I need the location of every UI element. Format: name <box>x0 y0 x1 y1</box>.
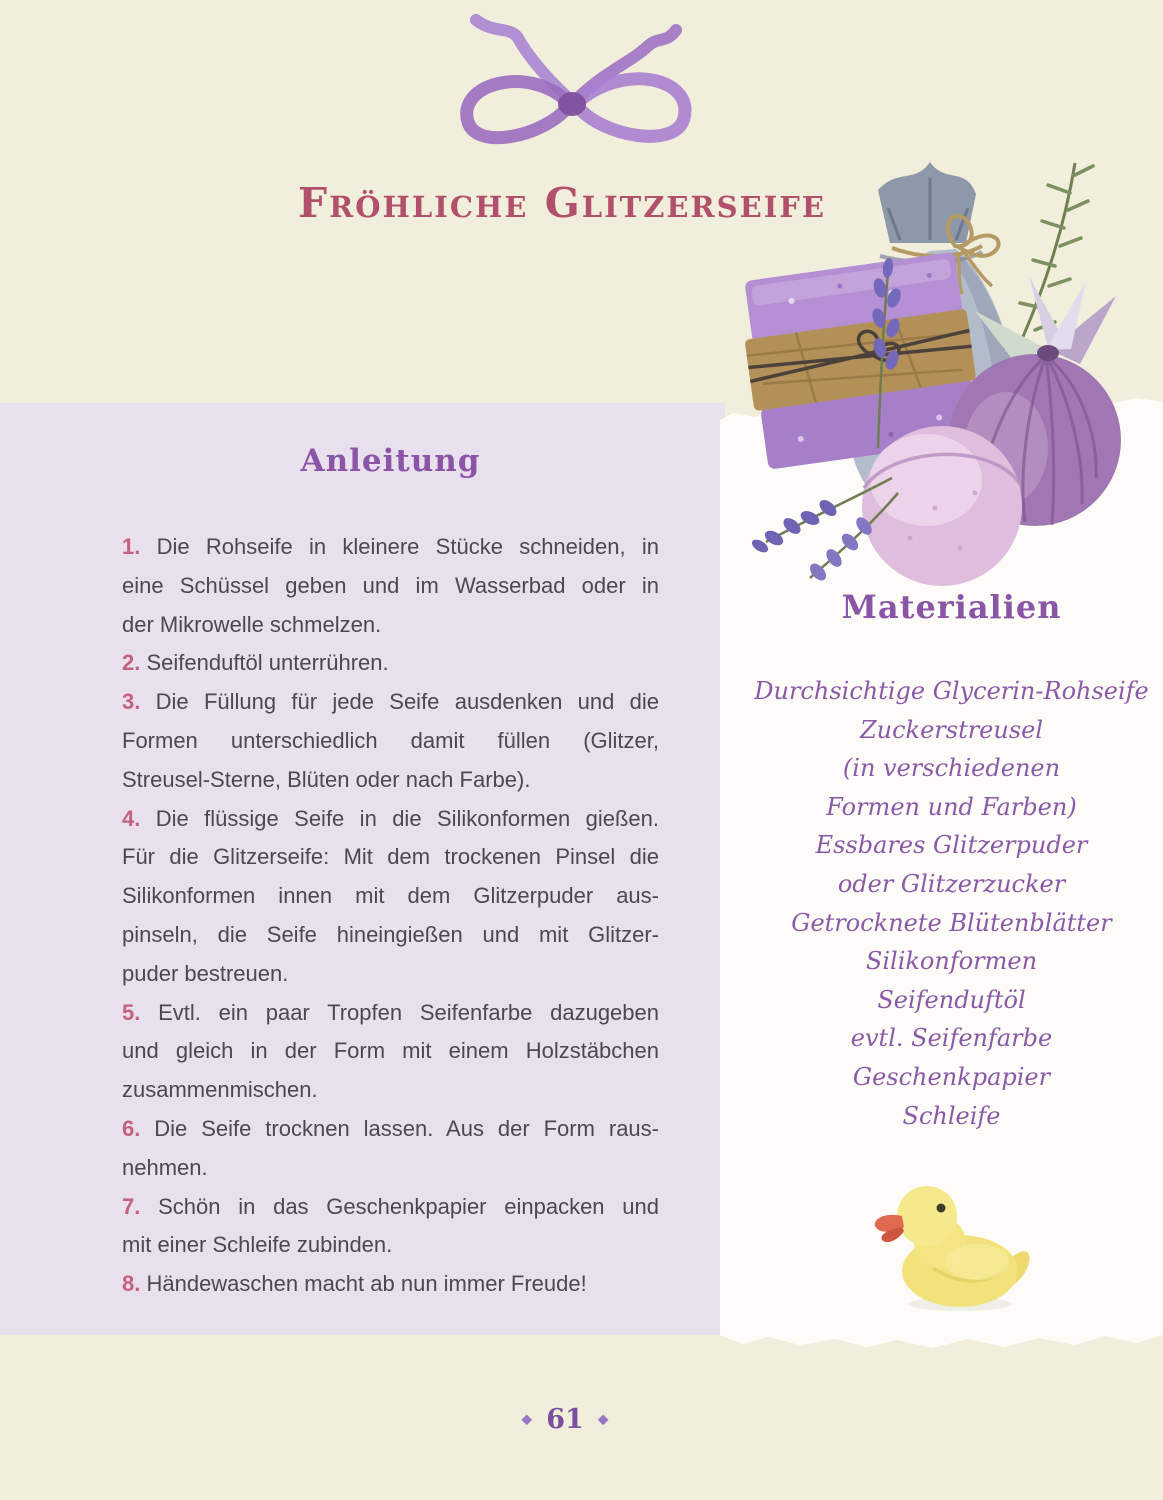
instruction-line: 8. Händewaschen macht ab nun immer Freude! <box>122 1271 587 1297</box>
material-item: Seifenduftöl <box>877 985 1026 1014</box>
material-item: Schleife <box>902 1101 1001 1130</box>
instruction-line: 4. Die flüssige Seife in die Silikonformen gießen. <box>122 805 659 831</box>
step-number: 2. <box>122 650 147 676</box>
instruction-line: 2. Seifenduftöl unterrühren. <box>122 650 389 676</box>
diamond-ornament-left: ◆ <box>521 1411 533 1428</box>
material-item: Getrocknete Blütenblätter <box>791 908 1112 937</box>
instruction-line: Silikonformen innen mit dem Glitzerpuder aus- <box>122 883 659 909</box>
soap-lavender-sachet-icon <box>730 148 1155 588</box>
step-number: 8. <box>122 1271 147 1297</box>
material-item: Durchsichtige Glycerin-Rohseife <box>754 677 1149 705</box>
rubber-duck-icon <box>865 1168 1040 1318</box>
material-item: Silikonformen <box>865 947 1038 976</box>
materials-list <box>740 672 1163 1135</box>
instruction-line: nehmen. <box>122 1154 208 1180</box>
instruction-line: 7. Schön in das Geschenkpapier einpacken und <box>122 1193 659 1219</box>
material-item: (in verschiedenen <box>842 754 1061 783</box>
diamond-ornament-right: ◆ <box>597 1411 609 1428</box>
instruction-line: Streusel-Sterne, Blüten oder nach Farbe). <box>122 766 531 792</box>
material-item: oder Glitzerzucker <box>837 869 1066 898</box>
instructions-heading: Anleitung <box>300 443 481 479</box>
rubber-duck-illustration <box>865 1168 1040 1318</box>
page-number: 61 <box>546 1404 584 1435</box>
instruction-line: 5. Evtl. ein paar Tropfen Seifenfarbe dazugeben <box>122 999 659 1025</box>
soap-set-illustration <box>730 148 1155 588</box>
step-number: 3. <box>122 689 156 715</box>
page-footer <box>0 1404 1130 1435</box>
instruction-line: zusammenmischen. <box>122 1077 318 1103</box>
instruction-line: 3. Die Füllung für jede Seife ausdenken und die <box>122 689 660 715</box>
instruction-line: 6. Die Seife trocknen lassen. Aus der Form raus- <box>122 1115 659 1141</box>
instruction-steps <box>122 528 659 1304</box>
material-item: Geschenkpapier <box>852 1062 1051 1091</box>
material-item: Zuckerstreusel <box>859 715 1044 744</box>
step-number: 1. <box>122 534 157 559</box>
instruction-line: 1. Die Rohseife in kleinere Stücke schneiden, in <box>122 534 659 559</box>
instruction-line: und gleich in der Form mit einem Holzstäbchen <box>122 1038 659 1064</box>
instruction-line: eine Schüssel geben und im Wasserbad oder in <box>122 572 659 598</box>
ribbon-bow-illustration <box>428 4 720 154</box>
instruction-line: der Mikrowelle schmelzen. <box>122 611 382 637</box>
ribbon-bow-icon <box>428 4 720 154</box>
step-number: 6. <box>122 1115 155 1141</box>
materials-heading: Materialien <box>841 588 1062 626</box>
instruction-line: Formen unterschiedlich damit füllen (Glitzer, <box>122 727 659 753</box>
instruction-line: Für die Glitzerseife: Mit dem trockenen Pinsel die <box>122 844 659 870</box>
material-item: Formen und Farben) <box>826 792 1077 821</box>
step-number: 4. <box>122 805 156 831</box>
instruction-line: pinseln, die Seife hineingießen und mit Glitzer- <box>122 921 659 947</box>
page-title: Fröhliche Glitzerseife <box>298 179 826 228</box>
instruction-line: puder bestreuen. <box>122 960 289 986</box>
material-item: evtl. Seifenfarbe <box>850 1024 1053 1053</box>
step-number: 5. <box>122 999 159 1025</box>
step-number: 7. <box>122 1193 159 1219</box>
instruction-line: mit einer Schleife zubinden. <box>122 1232 393 1258</box>
material-item: Essbares Glitzerpuder <box>815 831 1088 860</box>
